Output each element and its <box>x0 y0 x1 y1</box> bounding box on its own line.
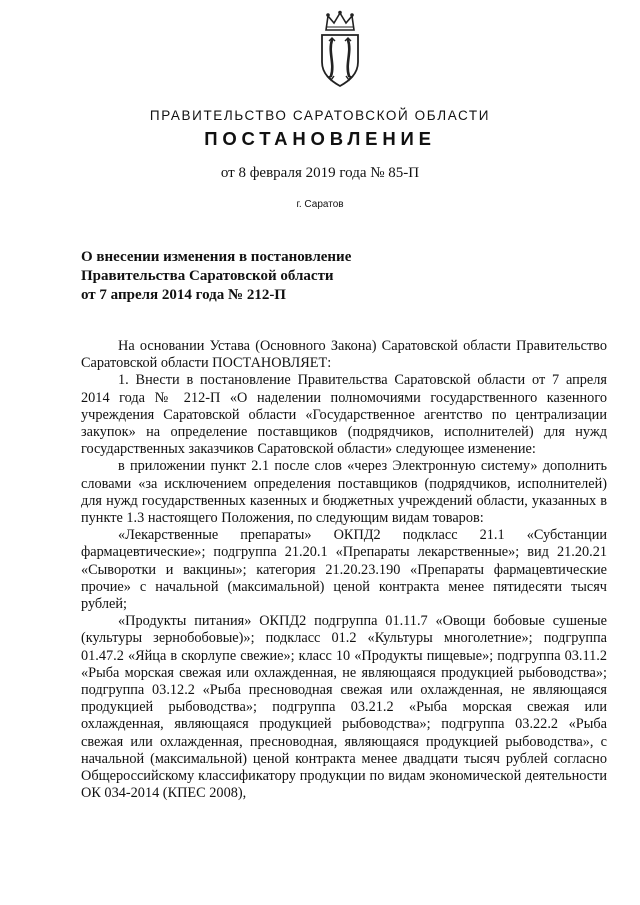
document-type-title: ПОСТАНОВЛЕНИЕ <box>204 128 436 149</box>
subject-line: от 7 апреля 2014 года № 212-П <box>81 287 286 303</box>
saratov-coat-of-arms-icon <box>316 10 364 90</box>
body-paragraph: «Продукты питания» ОКПД2 подгруппа 01.11.7 «Овощи бобовые сушеные (культуры зернобобовые)»; подкласс 01.2 «Культуры многолетние»; подгруппа 01.47.2 «Яйца в скорлупе свежие»; класс 10 «Продукты пищевые»; подгруппа 03.11.2 «Рыба морская свежая или охлажденная, не являющаяся продукцией рыбоводства»; подгруппа 03.12.2 «Рыба пресноводная свежая или охлажденная, не являющаяся продукцией рыбоводства»; подгруппа 03.21.2 «Рыба морская свежая или охлажденная, являющаяся продукцией рыбоводства»; подгруппа 03.22.2 «Рыба свежая или охлажденная, пресноводная, являющаяся продукцией рыбоводства», с начальной (максимальной) ценой контракта менее двадцати тысяч рублей согласно Общероссийскому классификатору продукции по видам экономической деятельности ОК 034-2014 (КПЕС 2008), <box>81 613 607 802</box>
subject-line: О внесении изменения в постановление <box>81 249 352 265</box>
subject-line: Правительства Саратовской области <box>81 268 334 284</box>
body-paragraph: в приложении пункт 2.1 после слов «через Электронную систему» дополнить словами «за исключением определения поставщиков (подрядчиков, исполнителей) для нужд государственных казенных и бюджетных учреждений области, указанных в пункте 1.3 настоящего Положения, по следующим видам товаров: <box>81 458 607 527</box>
document-city: г. Саратов <box>296 199 344 210</box>
organization-name: ПРАВИТЕЛЬСТВО САРАТОВСКОЙ ОБЛАСТИ <box>149 108 491 123</box>
document-body <box>81 338 607 802</box>
body-paragraph: 1. Внести в постановление Правительства Саратовской области от 7 апреля 2014 года № 212-П «О наделении полномочиями государственного казенного учреждения Саратовской области «Государственное агентство по централизации закупок» на определение поставщиков (подрядчиков, исполнителей) для нужд государственных заказчиков Саратовской области» следующее изменение: <box>81 372 607 458</box>
body-paragraph: На основании Устава (Основного Закона) Саратовской области Правительство Саратовской области ПОСТАНОВЛЯЕТ: <box>81 338 607 372</box>
document-subject <box>81 248 421 305</box>
document-date-number: от 8 февраля 2019 года № 85-П <box>220 165 420 181</box>
body-paragraph: «Лекарственные препараты» ОКПД2 подкласс 21.1 «Субстанции фармацевтические»; подгруппа 21.20.1 «Препараты лекарственные»; вид 21.20.21 «Сыворотки и вакцины»; категория 21.20.23.190 «Препараты фармацевтические прочие» с начальной (максимальной) ценой контракта менее пятидесяти тысяч рублей; <box>81 527 607 613</box>
